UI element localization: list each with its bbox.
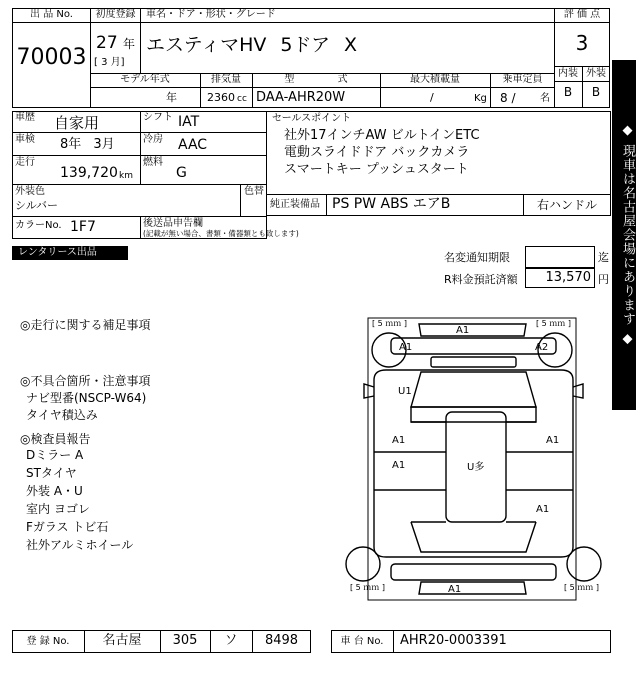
first-reg-month: [ 3 月] bbox=[94, 57, 125, 68]
shift: IAT bbox=[178, 114, 200, 130]
damage-front-bumper: A1 bbox=[456, 325, 470, 336]
defects-title: ◎不具合箇所・注意事項 bbox=[20, 374, 151, 388]
sales-points-label: セールスポイント bbox=[272, 113, 352, 124]
interior-label: 内装 bbox=[558, 68, 578, 79]
score: 3 bbox=[575, 31, 589, 55]
name-change-unit: 迄 bbox=[598, 251, 609, 264]
color-label: 外装色 bbox=[15, 186, 45, 197]
defect-item: タイヤ積込み bbox=[26, 408, 98, 422]
location-sidebar: ◆ 現車は名古屋会場にあります ◆ bbox=[612, 60, 636, 410]
capacity-unit: 名 bbox=[540, 93, 550, 104]
car-name-label: 車名・ドア・形状・グレード bbox=[146, 9, 276, 20]
defect-item: ナビ型番(NSCP-W64) bbox=[26, 391, 147, 405]
max-load-unit: Kg bbox=[474, 93, 487, 104]
sales-point-line: 社外17インチAW ビルトインETC bbox=[284, 128, 480, 143]
max-load-label: 最大積載量 bbox=[410, 74, 460, 85]
sales-point-line: 電動スライドドア バックカメラ bbox=[284, 145, 470, 160]
displacement: 2360 bbox=[207, 91, 235, 104]
color-no-label: カラーNo. bbox=[15, 220, 62, 231]
inspector-item: STタイヤ bbox=[26, 466, 77, 480]
model-year-unit: 年 bbox=[166, 91, 177, 104]
tire-depth-rr: [ 5 ｍｍ ] bbox=[564, 583, 599, 592]
inspection-label: 車検 bbox=[15, 134, 35, 145]
damage-rear-bumper: A1 bbox=[448, 584, 462, 595]
aftermarket-label: 後送品申告欄 bbox=[143, 218, 203, 229]
inspector-item: 室内 ヨゴレ bbox=[26, 502, 90, 516]
color-no: 1F7 bbox=[70, 219, 96, 235]
damage-door-right-front: A1 bbox=[546, 435, 560, 446]
name-change-box bbox=[525, 246, 595, 268]
damage-door-left-front: A1 bbox=[392, 435, 406, 446]
rental-bar: レンタリース出品 bbox=[12, 246, 128, 260]
car-name: エスティマHV 5ドア X bbox=[146, 34, 357, 56]
chassis-label: 車 台 No. bbox=[340, 636, 384, 647]
equipment-label: 純正装備品 bbox=[270, 199, 320, 210]
type-label: 型 式 bbox=[284, 74, 348, 85]
model-year-label: モデル年式 bbox=[120, 74, 170, 85]
handle: 右ハンドル bbox=[537, 198, 598, 212]
name-change-label: 名変通知期限 bbox=[444, 251, 510, 264]
equipment: PS PW ABS エアB bbox=[332, 196, 451, 212]
damage-door-right-rear: A1 bbox=[536, 504, 550, 515]
tire-depth-rl: [ 5 ｍｍ ] bbox=[350, 583, 385, 592]
mileage: 139,720 bbox=[60, 165, 118, 181]
recycle-label: R料金預託済額 bbox=[444, 273, 518, 286]
registration-label: 登 録 No. bbox=[26, 636, 70, 647]
shift-label: シフト bbox=[143, 112, 173, 123]
registration-number: 8498 bbox=[264, 633, 299, 648]
sales-point-line: スマートキー プッシュスタート bbox=[284, 162, 469, 177]
history-label: 車歴 bbox=[15, 112, 35, 123]
interior-grade: B bbox=[563, 85, 573, 99]
first-reg-year: 27 bbox=[96, 33, 118, 53]
aftermarket-note: (記載が無い場合、書類・備器類とも致します) bbox=[143, 229, 299, 238]
lot-no: 70003 bbox=[16, 45, 87, 70]
mileage-label: 走行 bbox=[15, 157, 35, 168]
color: シルバー bbox=[15, 199, 58, 212]
exterior-label: 外装 bbox=[586, 68, 606, 79]
fuel: G bbox=[176, 165, 187, 181]
lot-no-label: 出 品 No. bbox=[30, 9, 73, 20]
mileage-unit: km bbox=[119, 171, 133, 181]
damage-front-left: A1 bbox=[399, 342, 413, 353]
chassis-number: AHR20-0003391 bbox=[400, 633, 507, 648]
car-damage-diagram bbox=[336, 312, 611, 604]
first-reg-label: 初度登録 bbox=[95, 9, 136, 20]
ac-label: 冷房 bbox=[143, 134, 163, 145]
recycle-unit: 円 bbox=[598, 273, 609, 286]
recycle-value: 13,570 bbox=[545, 270, 591, 285]
capacity: 8 / bbox=[500, 91, 516, 105]
inspection: 8年 3月 bbox=[60, 137, 115, 152]
registration-class: 305 bbox=[172, 633, 198, 648]
max-load-sep: / bbox=[430, 91, 434, 104]
inspector-title: ◎検査員報告 bbox=[20, 432, 91, 446]
tire-depth-fl: [ 5 ｍｍ ] bbox=[372, 319, 407, 328]
inspector-item: Dミラー A bbox=[26, 448, 84, 462]
registration-kana: ソ bbox=[224, 633, 238, 648]
score-label: 評 価 点 bbox=[563, 9, 601, 20]
inspector-item: Fガラス トビ石 bbox=[26, 520, 109, 534]
damage-side-left: U1 bbox=[398, 386, 412, 397]
inspector-item: 社外アルミホイール bbox=[26, 538, 134, 552]
driving-notes-title: ◎走行に関する補足事項 bbox=[20, 318, 151, 332]
damage-front-right: A2 bbox=[535, 342, 549, 353]
damage-door-left-rear: A1 bbox=[392, 460, 406, 471]
exterior-grade: B bbox=[591, 85, 601, 99]
history: 自家用 bbox=[54, 114, 100, 132]
fuel-label: 燃料 bbox=[143, 157, 163, 168]
ac: AAC bbox=[178, 137, 208, 153]
displacement-unit: cc bbox=[237, 94, 247, 104]
type: DAA-AHR20W bbox=[256, 90, 346, 105]
color-code-label: 色替 bbox=[244, 186, 264, 197]
displacement-label: 排気量 bbox=[211, 74, 241, 85]
inspector-item: 外装 A・U bbox=[26, 484, 83, 498]
tire-depth-fr: [ 5 ｍｍ ] bbox=[536, 319, 571, 328]
first-reg-year-unit: 年 bbox=[123, 37, 136, 51]
damage-roof: U多 bbox=[467, 462, 485, 473]
registration-region: 名古屋 bbox=[102, 633, 142, 648]
capacity-label: 乗車定員 bbox=[502, 74, 543, 85]
